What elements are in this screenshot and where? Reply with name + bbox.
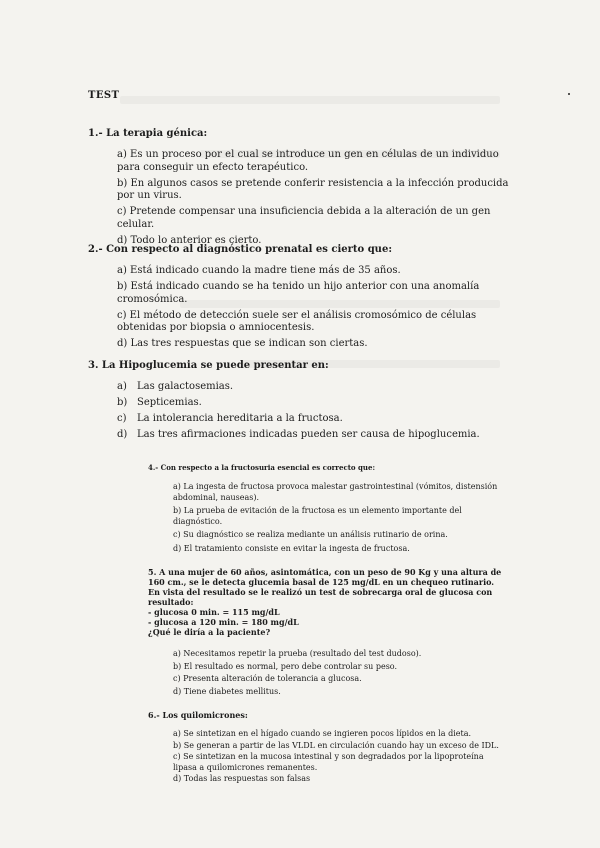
answer-option [117, 381, 518, 394]
answer-option: c) Presenta alteración de tolerancia a glucosa. [173, 674, 362, 683]
answer-option: c) Su diagnóstico se realiza mediante un análisis rutinario de orina. [173, 530, 448, 539]
answer-option: a) Es un proceso por el cual se introduce un gen en células de un individuo para conseguir un efecto terapéutico. [117, 149, 499, 173]
answer-option: a) Necesitamos repetir la prueba (resultado del test dudoso). [173, 649, 422, 658]
answer-option: a) Está indicado cuando la madre tiene más de 35 años. [117, 265, 401, 276]
option-text: Septicemias. [137, 397, 202, 408]
answer-option: d) Todas las respuestas son falsas [173, 774, 311, 783]
question-title: 4.- Con respecto a la fructosuria esencial es correcto que: [148, 463, 376, 472]
answer-option: a) La ingesta de fructosa provoca malestar gastrointestinal (vómitos, distensión abdominal, nauseas). [173, 482, 498, 502]
show-through-shadow [120, 96, 500, 104]
answer-option: c) Se sintetizan en la mucosa intestinal y son degradados por la lipoproteína lipasa a quilomicrones remanentes. [173, 752, 484, 772]
question-title: 3. La Hipoglucemia se puede presentar en: [88, 360, 329, 371]
question-title: 1.- La terapia génica: [88, 128, 208, 139]
answer-option: d) Todo lo anterior es cierto. [117, 234, 262, 246]
page-title: TEST [88, 90, 120, 101]
answer-option [117, 397, 518, 410]
answer-option [117, 429, 518, 442]
option-text: Las galactosemias. [137, 381, 234, 392]
answer-option: d) Las tres respuestas que se indican son ciertas. [117, 338, 368, 349]
question-6 [148, 710, 508, 786]
question-4 [148, 463, 508, 557]
answer-option: b) La prueba de evitación de la fructosa es un elemento importante del diagnóstico. [173, 506, 462, 526]
answer-option: b) El resultado es normal, pero debe controlar su peso. [173, 661, 398, 671]
answer-option: b) Se generan a partir de las VLDL en circulación cuando hay un exceso de IDL. [173, 740, 499, 750]
question-2 [88, 244, 518, 354]
answer-option: a) Se sintetizan en el hígado cuando se ingieren pocos lípidos en la dieta. [173, 729, 472, 738]
answer-option: d) El tratamiento consiste en evitar la ingesta de fructosa. [173, 543, 410, 553]
option-letter: c) [117, 413, 127, 424]
answer-option: b) En algunos casos se pretende conferir resistencia a la infección producida por un virus. [117, 177, 509, 201]
answer-option: c) El método de detección suele ser el análisis cromosómico de células obtenidas por biopsia o amniocentesis. [117, 309, 477, 333]
answer-option: d) Tiene diabetes mellitus. [173, 686, 281, 696]
option-letter: d) [117, 429, 128, 440]
scan-speck [568, 93, 570, 95]
option-text: Las tres afirmaciones indicadas pueden ser causa de hipoglucemia. [137, 429, 480, 440]
prompt-line: 5. A una mujer de 60 años, asintomática, con un peso de 90 Kg y una altura de 160 cm., se le detecta glucemia basal de 125 mg/dL en un chequeo rutinario. En vista del resultado se le realizó un test de sobrecarga oral de glucosa con resultado: [148, 567, 502, 607]
question-title: 6.- Los quilomicrones: [148, 710, 248, 720]
prompt-line: - glucosa 0 min. = 115 mg/dL [148, 607, 280, 617]
question-5 [148, 567, 508, 699]
question-title: 2.- Con respecto al diagnóstico prenatal es cierto que: [88, 244, 393, 255]
question-prompt [148, 567, 508, 637]
question-1 [88, 128, 518, 251]
option-text: La intolerancia hereditaria a la fructosa. [137, 413, 343, 424]
option-letter: b) [117, 397, 128, 408]
prompt-line: ¿Qué le diría a la paciente? [148, 627, 271, 637]
prompt-line: - glucosa a 120 min. = 180 mg/dL [148, 617, 299, 627]
question-3 [88, 360, 518, 445]
answer-option [117, 413, 518, 426]
answer-option: c) Pretende compensar una insuficiencia debida a la alteración de un gen celular. [117, 206, 491, 230]
option-letter: a) [117, 381, 127, 392]
answer-option: b) Está indicado cuando se ha tenido un hijo anterior con una anomalía cromosómica. [117, 281, 480, 305]
